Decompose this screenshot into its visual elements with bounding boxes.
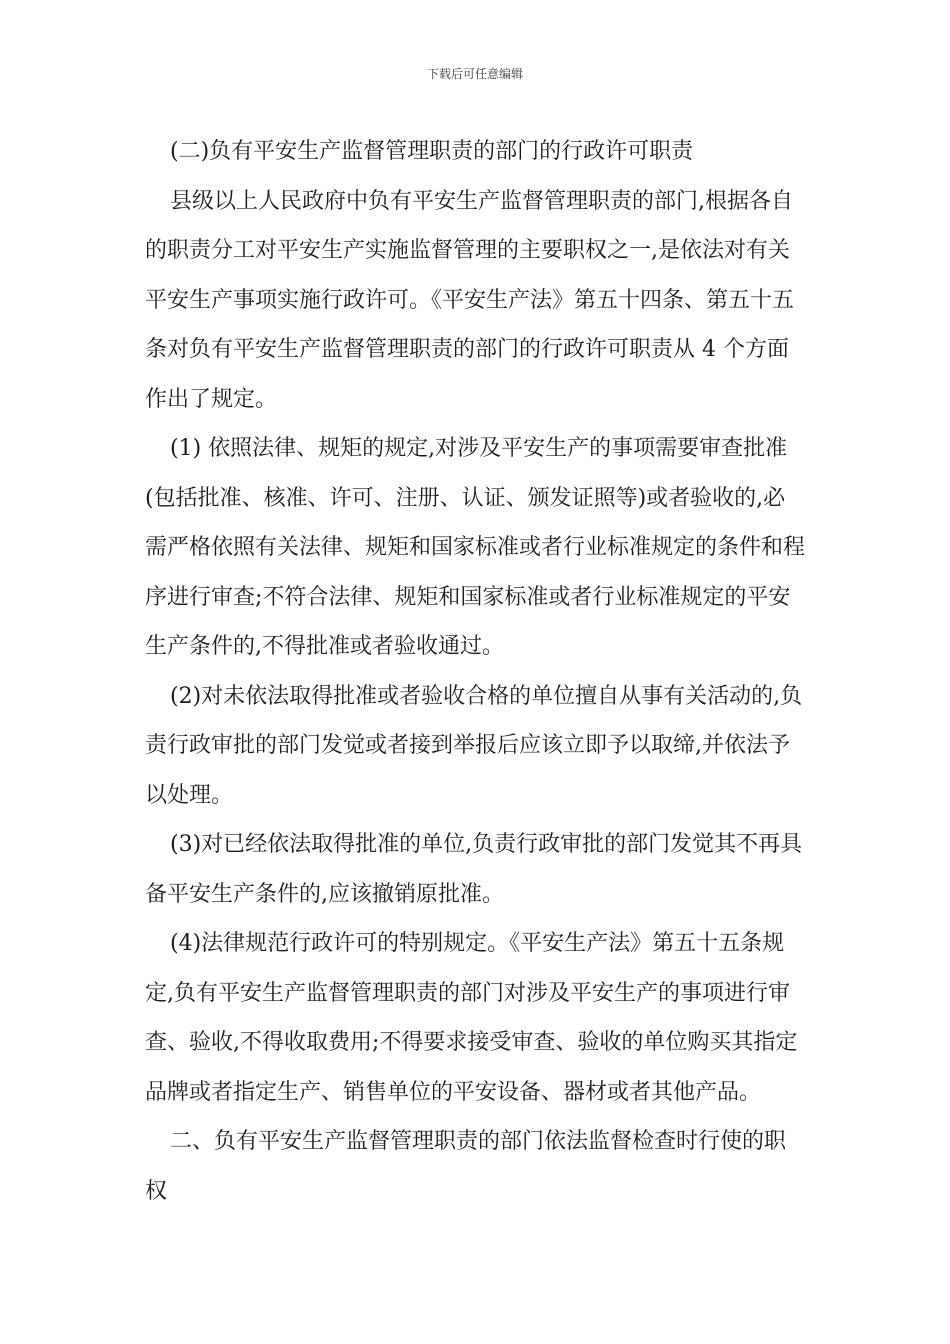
paragraph-item-1: (1) 依照法律、规矩的规定,对涉及平安生产的事项需要审查批准(包括批准、核准、许可、注册、认证、颁发证照等)或者验收的,必需严格依照有关法律、规矩和国家标准或者行业标准规定的条件和程序进行审查;不符合法律、规矩和国家标准或者行业标准规定的平安生产条件的,不得批准或者验收通过。 <box>145 436 806 659</box>
section-heading-2: 二、负有平安生产监督管理职责的部门依法监督检查时行使的职权 <box>145 1129 787 1204</box>
paragraph-item-2: (2)对未依法取得批准或者验收合格的单位擅自从事有关活动的,负责行政审批的部门发觉或者接到举报后应该立即予以取缔,并依法予以处理。 <box>145 683 803 808</box>
section-heading: (二)负有平安生产监督管理职责的部门的行政许可职责 <box>170 139 694 164</box>
paragraph-intro: 县级以上人民政府中负有平安生产监督管理职责的部门,根据各自的职责分工对平安生产实施监督管理的主要职权之一,是依法对有关平安生产事项实施行政许可。《平安生产法》第五十四条、第五十五条对负有平安生产监督管理职责的部门的行政许可职责从 4 个方面作出了规定。 <box>145 188 795 412</box>
document-body <box>145 127 805 1216</box>
paragraph-item-3: (3)对已经依法取得批准的单位,负责行政审批的部门发觉其不再具备平安生产条件的,应该撤销原批准。 <box>145 832 803 907</box>
page-header: 下载后可任意编辑 <box>426 67 523 81</box>
paragraph-item-4: (4)法律规范行政许可的特别规定。《平安生产法》第五十五条规定,负有平安生产监督管理职责的部门对涉及平安生产的事项进行审查、验收,不得收取费用;不得要求接受审查、验收的单位购买其指定品牌或者指定生产、销售单位的平安设备、器材或者其他产品。 <box>145 931 798 1105</box>
